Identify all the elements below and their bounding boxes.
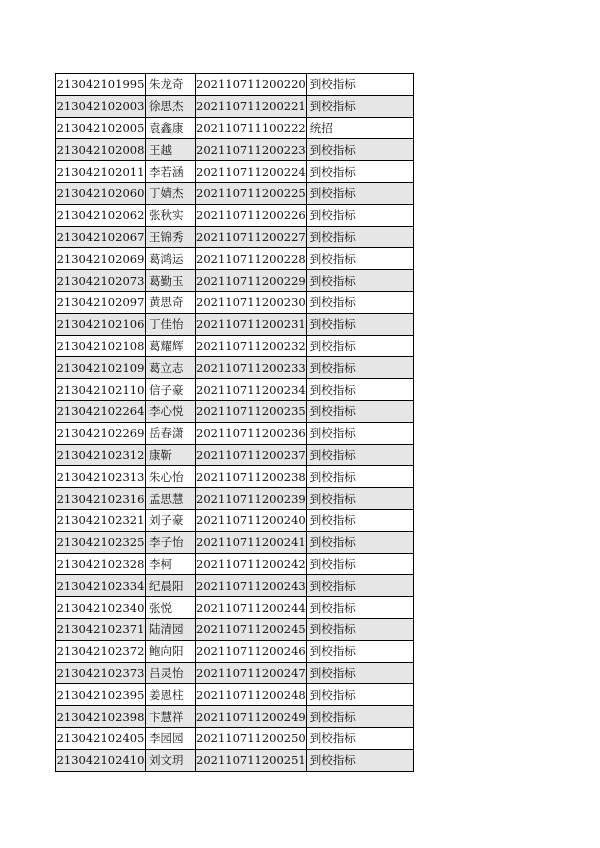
table-row: [56, 291, 414, 313]
cell-id: 213042102405: [56, 727, 146, 749]
table-row: [56, 270, 414, 292]
cell-number: 202110711200242: [196, 553, 307, 575]
table-row: [56, 74, 414, 96]
table-row: [56, 139, 414, 161]
cell-name: 信子豪: [146, 379, 196, 401]
table-row: [56, 531, 414, 553]
cell-number: 202110711100222: [196, 117, 307, 139]
cell-id: 213042102312: [56, 444, 146, 466]
cell-number: 202110711200229: [196, 270, 307, 292]
cell-name: 陆清园: [146, 618, 196, 640]
cell-name: 朱龙奇: [146, 74, 196, 96]
cell-id: 213042102110: [56, 379, 146, 401]
cell-number: 202110711200220: [196, 74, 307, 96]
cell-type: 到校指标: [306, 422, 413, 444]
cell-id: 213042102334: [56, 575, 146, 597]
cell-number: 202110711200237: [196, 444, 307, 466]
table-row: [56, 357, 414, 379]
cell-id: 213042102097: [56, 291, 146, 313]
table-row: [56, 335, 414, 357]
cell-name: 李若涵: [146, 161, 196, 183]
cell-number: 202110711200251: [196, 749, 307, 771]
cell-id: 213042102108: [56, 335, 146, 357]
cell-type: 到校指标: [306, 226, 413, 248]
cell-type: 到校指标: [306, 597, 413, 619]
cell-name: 李心悦: [146, 400, 196, 422]
cell-name: 葛勤玉: [146, 270, 196, 292]
cell-number: 202110711200230: [196, 291, 307, 313]
cell-type: 到校指标: [306, 161, 413, 183]
cell-number: 202110711200236: [196, 422, 307, 444]
cell-name: 刘子豪: [146, 509, 196, 531]
cell-id: 213042102373: [56, 662, 146, 684]
table-row: [56, 706, 414, 728]
cell-name: 刘文玥: [146, 749, 196, 771]
cell-id: 213042102003: [56, 95, 146, 117]
cell-number: 202110711200248: [196, 684, 307, 706]
table-row: [56, 313, 414, 335]
cell-number: 202110711200243: [196, 575, 307, 597]
cell-id: 213042102316: [56, 488, 146, 510]
table-row: [56, 444, 414, 466]
cell-number: 202110711200247: [196, 662, 307, 684]
cell-name: 吕灵怡: [146, 662, 196, 684]
cell-name: 李园园: [146, 727, 196, 749]
cell-number: 202110711200244: [196, 597, 307, 619]
cell-id: 213042102069: [56, 248, 146, 270]
cell-name: 岳春潇: [146, 422, 196, 444]
cell-number: 202110711200226: [196, 204, 307, 226]
cell-id: 213042102264: [56, 400, 146, 422]
cell-name: 张秋实: [146, 204, 196, 226]
cell-number: 202110711200232: [196, 335, 307, 357]
cell-id: 213042102062: [56, 204, 146, 226]
cell-number: 202110711200238: [196, 466, 307, 488]
table-row: [56, 597, 414, 619]
cell-name: 黄思奇: [146, 291, 196, 313]
cell-type: 到校指标: [306, 509, 413, 531]
cell-name: 袁鑫康: [146, 117, 196, 139]
cell-id: 213042102005: [56, 117, 146, 139]
table-row: [56, 400, 414, 422]
cell-type: 到校指标: [306, 488, 413, 510]
student-table: [55, 73, 414, 772]
cell-id: 213042102340: [56, 597, 146, 619]
cell-id: 213042102008: [56, 139, 146, 161]
table-body: [56, 74, 414, 772]
table-row: [56, 575, 414, 597]
cell-name: 葛立志: [146, 357, 196, 379]
table-row: [56, 204, 414, 226]
cell-name: 鲍向阳: [146, 640, 196, 662]
cell-number: 202110711200245: [196, 618, 307, 640]
table-row: [56, 618, 414, 640]
table-row: [56, 509, 414, 531]
cell-number: 202110711200228: [196, 248, 307, 270]
table-row: [56, 248, 414, 270]
cell-number: 202110711200233: [196, 357, 307, 379]
cell-type: 到校指标: [306, 684, 413, 706]
table-row: [56, 117, 414, 139]
cell-number: 202110711200221: [196, 95, 307, 117]
cell-id: 213042102060: [56, 182, 146, 204]
cell-number: 202110711200235: [196, 400, 307, 422]
cell-number: 202110711200225: [196, 182, 307, 204]
table-row: [56, 95, 414, 117]
cell-number: 202110711200234: [196, 379, 307, 401]
cell-name: 丁婧杰: [146, 182, 196, 204]
cell-id: 213042101995: [56, 74, 146, 96]
cell-name: 王锦秀: [146, 226, 196, 248]
cell-id: 213042102109: [56, 357, 146, 379]
cell-id: 213042102073: [56, 270, 146, 292]
cell-id: 213042102067: [56, 226, 146, 248]
table-row: [56, 422, 414, 444]
cell-type: 到校指标: [306, 749, 413, 771]
cell-type: 到校指标: [306, 466, 413, 488]
cell-name: 康靳: [146, 444, 196, 466]
cell-type: 到校指标: [306, 74, 413, 96]
table-row: [56, 466, 414, 488]
cell-number: 202110711200239: [196, 488, 307, 510]
cell-id: 213042102371: [56, 618, 146, 640]
cell-name: 徐思杰: [146, 95, 196, 117]
cell-type: 到校指标: [306, 270, 413, 292]
cell-type: 到校指标: [306, 291, 413, 313]
table-row: [56, 182, 414, 204]
cell-id: 213042102398: [56, 706, 146, 728]
cell-type: 到校指标: [306, 400, 413, 422]
cell-type: 到校指标: [306, 248, 413, 270]
cell-type: 到校指标: [306, 662, 413, 684]
cell-type: 到校指标: [306, 553, 413, 575]
cell-type: 到校指标: [306, 706, 413, 728]
cell-type: 到校指标: [306, 531, 413, 553]
cell-id: 213042102313: [56, 466, 146, 488]
cell-number: 202110711200227: [196, 226, 307, 248]
cell-type: 到校指标: [306, 313, 413, 335]
cell-type: 统招: [306, 117, 413, 139]
cell-number: 202110711200223: [196, 139, 307, 161]
cell-number: 202110711200231: [196, 313, 307, 335]
cell-type: 到校指标: [306, 357, 413, 379]
cell-type: 到校指标: [306, 618, 413, 640]
cell-id: 213042102269: [56, 422, 146, 444]
cell-number: 202110711200224: [196, 161, 307, 183]
cell-name: 王越: [146, 139, 196, 161]
cell-type: 到校指标: [306, 640, 413, 662]
cell-id: 213042102106: [56, 313, 146, 335]
cell-number: 202110711200250: [196, 727, 307, 749]
cell-name: 姜恩柱: [146, 684, 196, 706]
cell-name: 丁佳怡: [146, 313, 196, 335]
table-row: [56, 553, 414, 575]
cell-id: 213042102011: [56, 161, 146, 183]
cell-name: 张悦: [146, 597, 196, 619]
table-row: [56, 488, 414, 510]
table-row: [56, 161, 414, 183]
cell-name: 孟思慧: [146, 488, 196, 510]
cell-number: 202110711200249: [196, 706, 307, 728]
cell-id: 213042102321: [56, 509, 146, 531]
cell-type: 到校指标: [306, 727, 413, 749]
cell-name: 朱心怡: [146, 466, 196, 488]
table-row: [56, 749, 414, 771]
cell-type: 到校指标: [306, 379, 413, 401]
cell-number: 202110711200240: [196, 509, 307, 531]
table-row: [56, 640, 414, 662]
table-row: [56, 379, 414, 401]
cell-type: 到校指标: [306, 335, 413, 357]
cell-type: 到校指标: [306, 95, 413, 117]
cell-name: 卞慧祥: [146, 706, 196, 728]
cell-id: 213042102372: [56, 640, 146, 662]
cell-type: 到校指标: [306, 575, 413, 597]
cell-id: 213042102325: [56, 531, 146, 553]
cell-number: 202110711200241: [196, 531, 307, 553]
cell-name: 李子怡: [146, 531, 196, 553]
cell-id: 213042102395: [56, 684, 146, 706]
cell-type: 到校指标: [306, 182, 413, 204]
cell-name: 葛耀辉: [146, 335, 196, 357]
cell-type: 到校指标: [306, 139, 413, 161]
cell-type: 到校指标: [306, 444, 413, 466]
cell-name: 纪晨阳: [146, 575, 196, 597]
table-row: [56, 226, 414, 248]
cell-type: 到校指标: [306, 204, 413, 226]
cell-number: 202110711200246: [196, 640, 307, 662]
cell-id: 213042102410: [56, 749, 146, 771]
cell-name: 葛鸿运: [146, 248, 196, 270]
cell-name: 李柯: [146, 553, 196, 575]
table-row: [56, 727, 414, 749]
table-row: [56, 684, 414, 706]
cell-id: 213042102328: [56, 553, 146, 575]
table-row: [56, 662, 414, 684]
